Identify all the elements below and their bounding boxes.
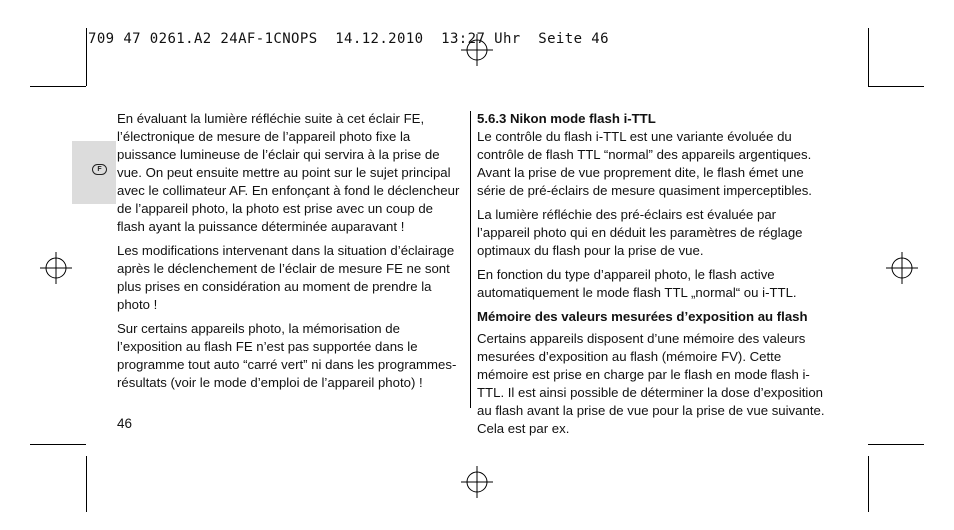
crop-mark [868, 444, 924, 445]
paragraph: En évaluant la lumière réfléchie suite à cet éclair FE, l’électronique de mesure de l’appareil photo fixe la puissance lumineuse de l’éclair qui servira à la prise de vue. On peut ensuite mettre au point sur le sujet principal avec le collimateur AF. En enfonçant à fond le déclencheur de l’appareil photo, la photo est prise avec un coup de flash ayant la puissance déterminée auparavant ! [117, 111, 460, 234]
column-divider [470, 111, 471, 408]
crop-mark [30, 444, 86, 445]
registration-mark-right [886, 252, 918, 284]
registration-mark-bottom [461, 466, 493, 498]
paragraph: La lumière réfléchie des pré-éclairs est évaluée par l’appareil photo qui en déduit les paramètres de réglage optimaux du flash pour la prise de vue. [477, 207, 803, 258]
registration-mark-left [40, 252, 72, 284]
crop-mark [86, 456, 87, 512]
paragraph: Les modifications intervenant dans la situation d’éclairage après le déclenchement de l’éclair de mesure FE ne sont plus prises en considération au moment de prendre la photo ! [117, 243, 455, 312]
paragraph: En fonction du type d’appareil photo, le flash active automatiquement le mode flash TTL „normal“ ou i-TTL. [477, 267, 797, 300]
print-slug: 709 47 0261.A2 24AF-1CNOPS 14.12.2010 13:27 Uhr Seite 46 [88, 31, 609, 47]
paragraph: Certains appareils disposent d’une mémoire des valeurs mesurées d’exposition au flash (mémoire FV). Cette mémoire est prise en charge par le flash en mode flash i-TTL. Il est ainsi possible de déterminer la dose d’exposition au flash avant la prise de vue pour la prise de vue suivante. Cela est par ex. [477, 331, 825, 436]
paragraph: Le contrôle du flash i-TTL est une variante évoluée du contrôle de flash TTL “normal” des appareils argentiques. Avant la prise de vue proprement dite, le flash émet une série de pré-éclairs de mesure quasiment imperceptibles. [477, 129, 812, 198]
right-column [477, 110, 826, 444]
left-column [117, 110, 464, 398]
paragraph: Sur certains appareils photo, la mémorisation de l’exposition au flash FE n’est pas supportée dans le programme tout auto “carré vert” ni dans les programmes-résultats (voir le mode d’emploi de l’appareil photo) ! [117, 321, 457, 390]
language-badge: F [92, 164, 107, 175]
crop-mark [86, 28, 87, 86]
crop-mark [30, 86, 86, 87]
crop-mark [868, 28, 869, 86]
subsection-heading: Mémoire des valeurs mesurées d’exposition au flash [477, 309, 808, 324]
page-number: 46 [117, 416, 133, 431]
section-heading: 5.6.3 Nikon mode flash i-TTL [477, 111, 656, 126]
crop-mark [868, 456, 869, 512]
crop-mark [868, 86, 924, 87]
